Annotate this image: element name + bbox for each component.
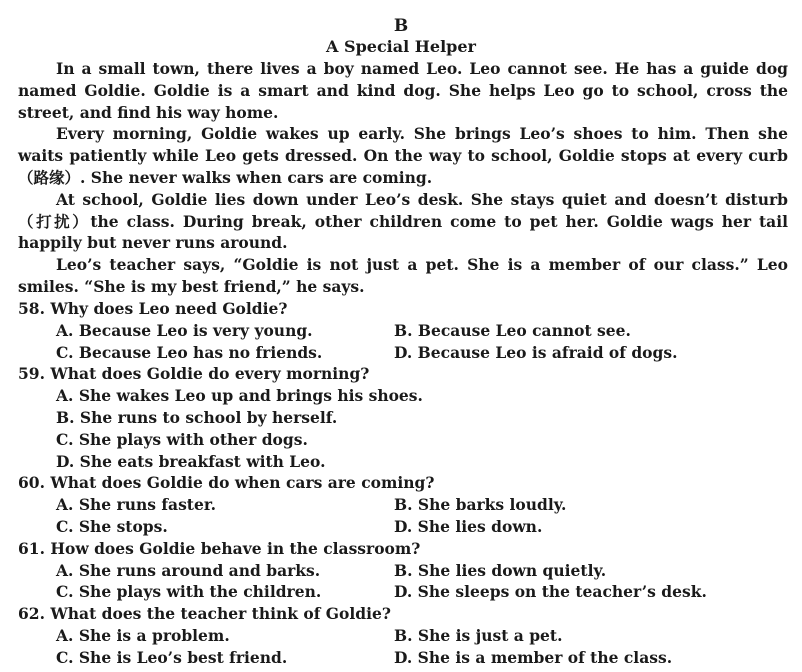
option-a[interactable]: A. She runs faster. — [56, 495, 216, 515]
option-d[interactable]: D. She sleeps on the teacher’s desk. — [394, 582, 707, 602]
option-d[interactable]: D. She eats breakfast with Leo. — [56, 451, 326, 471]
option-c[interactable]: C. She stops. — [56, 516, 168, 536]
option-group — [18, 494, 788, 538]
option-group — [18, 625, 788, 669]
option-group — [18, 320, 788, 364]
passage-title: A Special Helper — [326, 37, 476, 56]
reading-passage — [18, 58, 788, 298]
option-group — [18, 560, 788, 604]
option-c[interactable]: C. Because Leo has no friends. — [56, 342, 323, 362]
option-b[interactable]: B. Because Leo cannot see. — [394, 320, 631, 340]
question-stem: 59. What does Goldie do every morning? — [18, 364, 370, 384]
option-b[interactable]: B. She is just a pet. — [394, 625, 563, 645]
option-c[interactable]: C. She plays with other dogs. — [56, 429, 308, 449]
passage-paragraph-1: In a small town, there lives a boy named Leo. Leo cannot see. He has a guide dog named Goldie. Goldie is a smart and kind dog. She helps Leo go to school, cross the street, and find his way home. — [18, 59, 788, 122]
option-a[interactable]: A. Because Leo is very young. — [56, 320, 313, 340]
question-stem: 62. What does the teacher think of Goldie? — [18, 604, 391, 624]
passage-paragraph-4: Leo’s teacher says, “Goldie is not just a pet. She is a member of our class.” Leo smiles. “She is my best friend,” he says. — [18, 255, 788, 296]
question-61 — [18, 538, 788, 603]
option-a[interactable]: A. She runs around and barks. — [56, 560, 321, 580]
question-58 — [18, 298, 788, 363]
section-letter: B — [393, 16, 409, 36]
option-d[interactable]: D. She lies down. — [394, 516, 543, 536]
option-a[interactable]: A. She wakes Leo up and brings his shoes. — [56, 386, 423, 406]
option-a[interactable]: A. She is a problem. — [56, 625, 230, 645]
option-group — [18, 385, 788, 472]
passage-paragraph-2: Every morning, Goldie wakes up early. She brings Leo’s shoes to him. Then she waits patiently while Leo gets dressed. On the way to school, Goldie stops at every curb（路缘）. She never walks when cars are coming. — [18, 124, 788, 187]
question-59 — [18, 363, 788, 472]
question-list — [18, 298, 788, 669]
option-d[interactable]: D. Because Leo is afraid of dogs. — [394, 342, 678, 362]
passage-paragraph-3: At school, Goldie lies down under Leo’s desk. She stays quiet and doesn’t disturb（打扰）the class. During break, other children come to pet her. Goldie wags her tail happily but never runs around. — [18, 189, 788, 253]
question-stem: 58. Why does Leo need Goldie? — [18, 299, 288, 318]
question-60 — [18, 472, 788, 537]
option-b[interactable]: B. She lies down quietly. — [394, 560, 607, 580]
option-c[interactable]: C. She plays with the children. — [56, 582, 322, 602]
question-stem: 60. What does Goldie do when cars are coming? — [18, 473, 435, 493]
option-b[interactable]: B. She runs to school by herself. — [56, 407, 338, 427]
option-b[interactable]: B. She barks loudly. — [394, 495, 567, 515]
question-62 — [18, 603, 788, 668]
option-c[interactable]: C. She is Leo’s best friend. — [56, 647, 288, 667]
option-d[interactable]: D. She is a member of the class. — [394, 647, 673, 667]
question-stem: 61. How does Goldie behave in the classroom? — [18, 538, 421, 558]
